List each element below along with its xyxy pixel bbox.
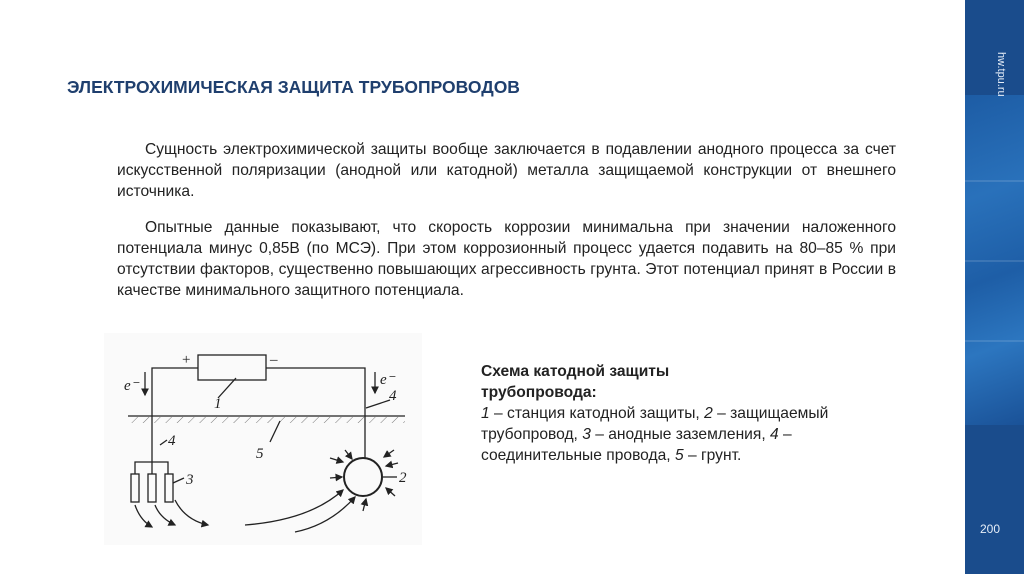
paragraph: Опытные данные показывают, что скорость коррозии минимальна при значении наложенного потенциала минус 0,85В (по МСЭ). При этом коррозионный процесс удается подавить на 80–85 % при отсутствии факторов, существенно повышающих агрессивность грунта. Этот потенциал принят в России в качестве минимального защитного потенциала. (117, 219, 896, 299)
legend-text: – анодные заземления, (590, 426, 770, 443)
page-number: 200 (980, 522, 1001, 536)
pipeline-circle (344, 458, 382, 496)
legend-num: 3 (582, 426, 591, 443)
legend-num: 5 (674, 447, 684, 464)
legend-num: 2 (704, 405, 713, 422)
site-url: hw.tpu.ru (995, 52, 1007, 97)
legend-text: – соединительные провода, (481, 426, 792, 464)
body-text (117, 139, 896, 316)
label-1: 1 (214, 396, 222, 412)
electron-right: e⁻ (380, 372, 395, 388)
legend-text: – защищаемый трубопровод, (481, 405, 829, 443)
paragraph: Сущность электрохимической защиты вообще заключается в подавлении анодного процесса за счет искусственной поляризации (анодной или катодной) металла защищаемой конструкции от внешнего источника. (117, 141, 896, 200)
label-5: 5 (256, 446, 264, 462)
legend-num: 4 (770, 426, 779, 443)
figure-caption (481, 361, 841, 466)
legend-text: – грунт. (683, 447, 742, 464)
minus-sign: – (270, 352, 278, 368)
label-2: 2 (399, 470, 407, 486)
caption-heading: Схема катодной защиты (481, 363, 670, 380)
label-4b: 4 (168, 433, 176, 449)
electron-left: e⁻ (124, 378, 139, 394)
station-box (198, 355, 266, 380)
label-3: 3 (186, 472, 194, 488)
slide-title: ЭЛЕКТРОХИМИЧЕСКАЯ ЗАЩИТА ТРУБОПРОВОДОВ (67, 77, 520, 97)
legend-text: – станция катодной защиты, (489, 405, 705, 422)
caption-legend (481, 403, 841, 466)
caption-heading: трубопровода: (481, 384, 597, 401)
label-4a: 4 (389, 388, 397, 404)
cathodic-protection-diagram (104, 333, 422, 545)
legend-num: 1 (481, 405, 490, 422)
plus-sign: + (182, 352, 191, 368)
